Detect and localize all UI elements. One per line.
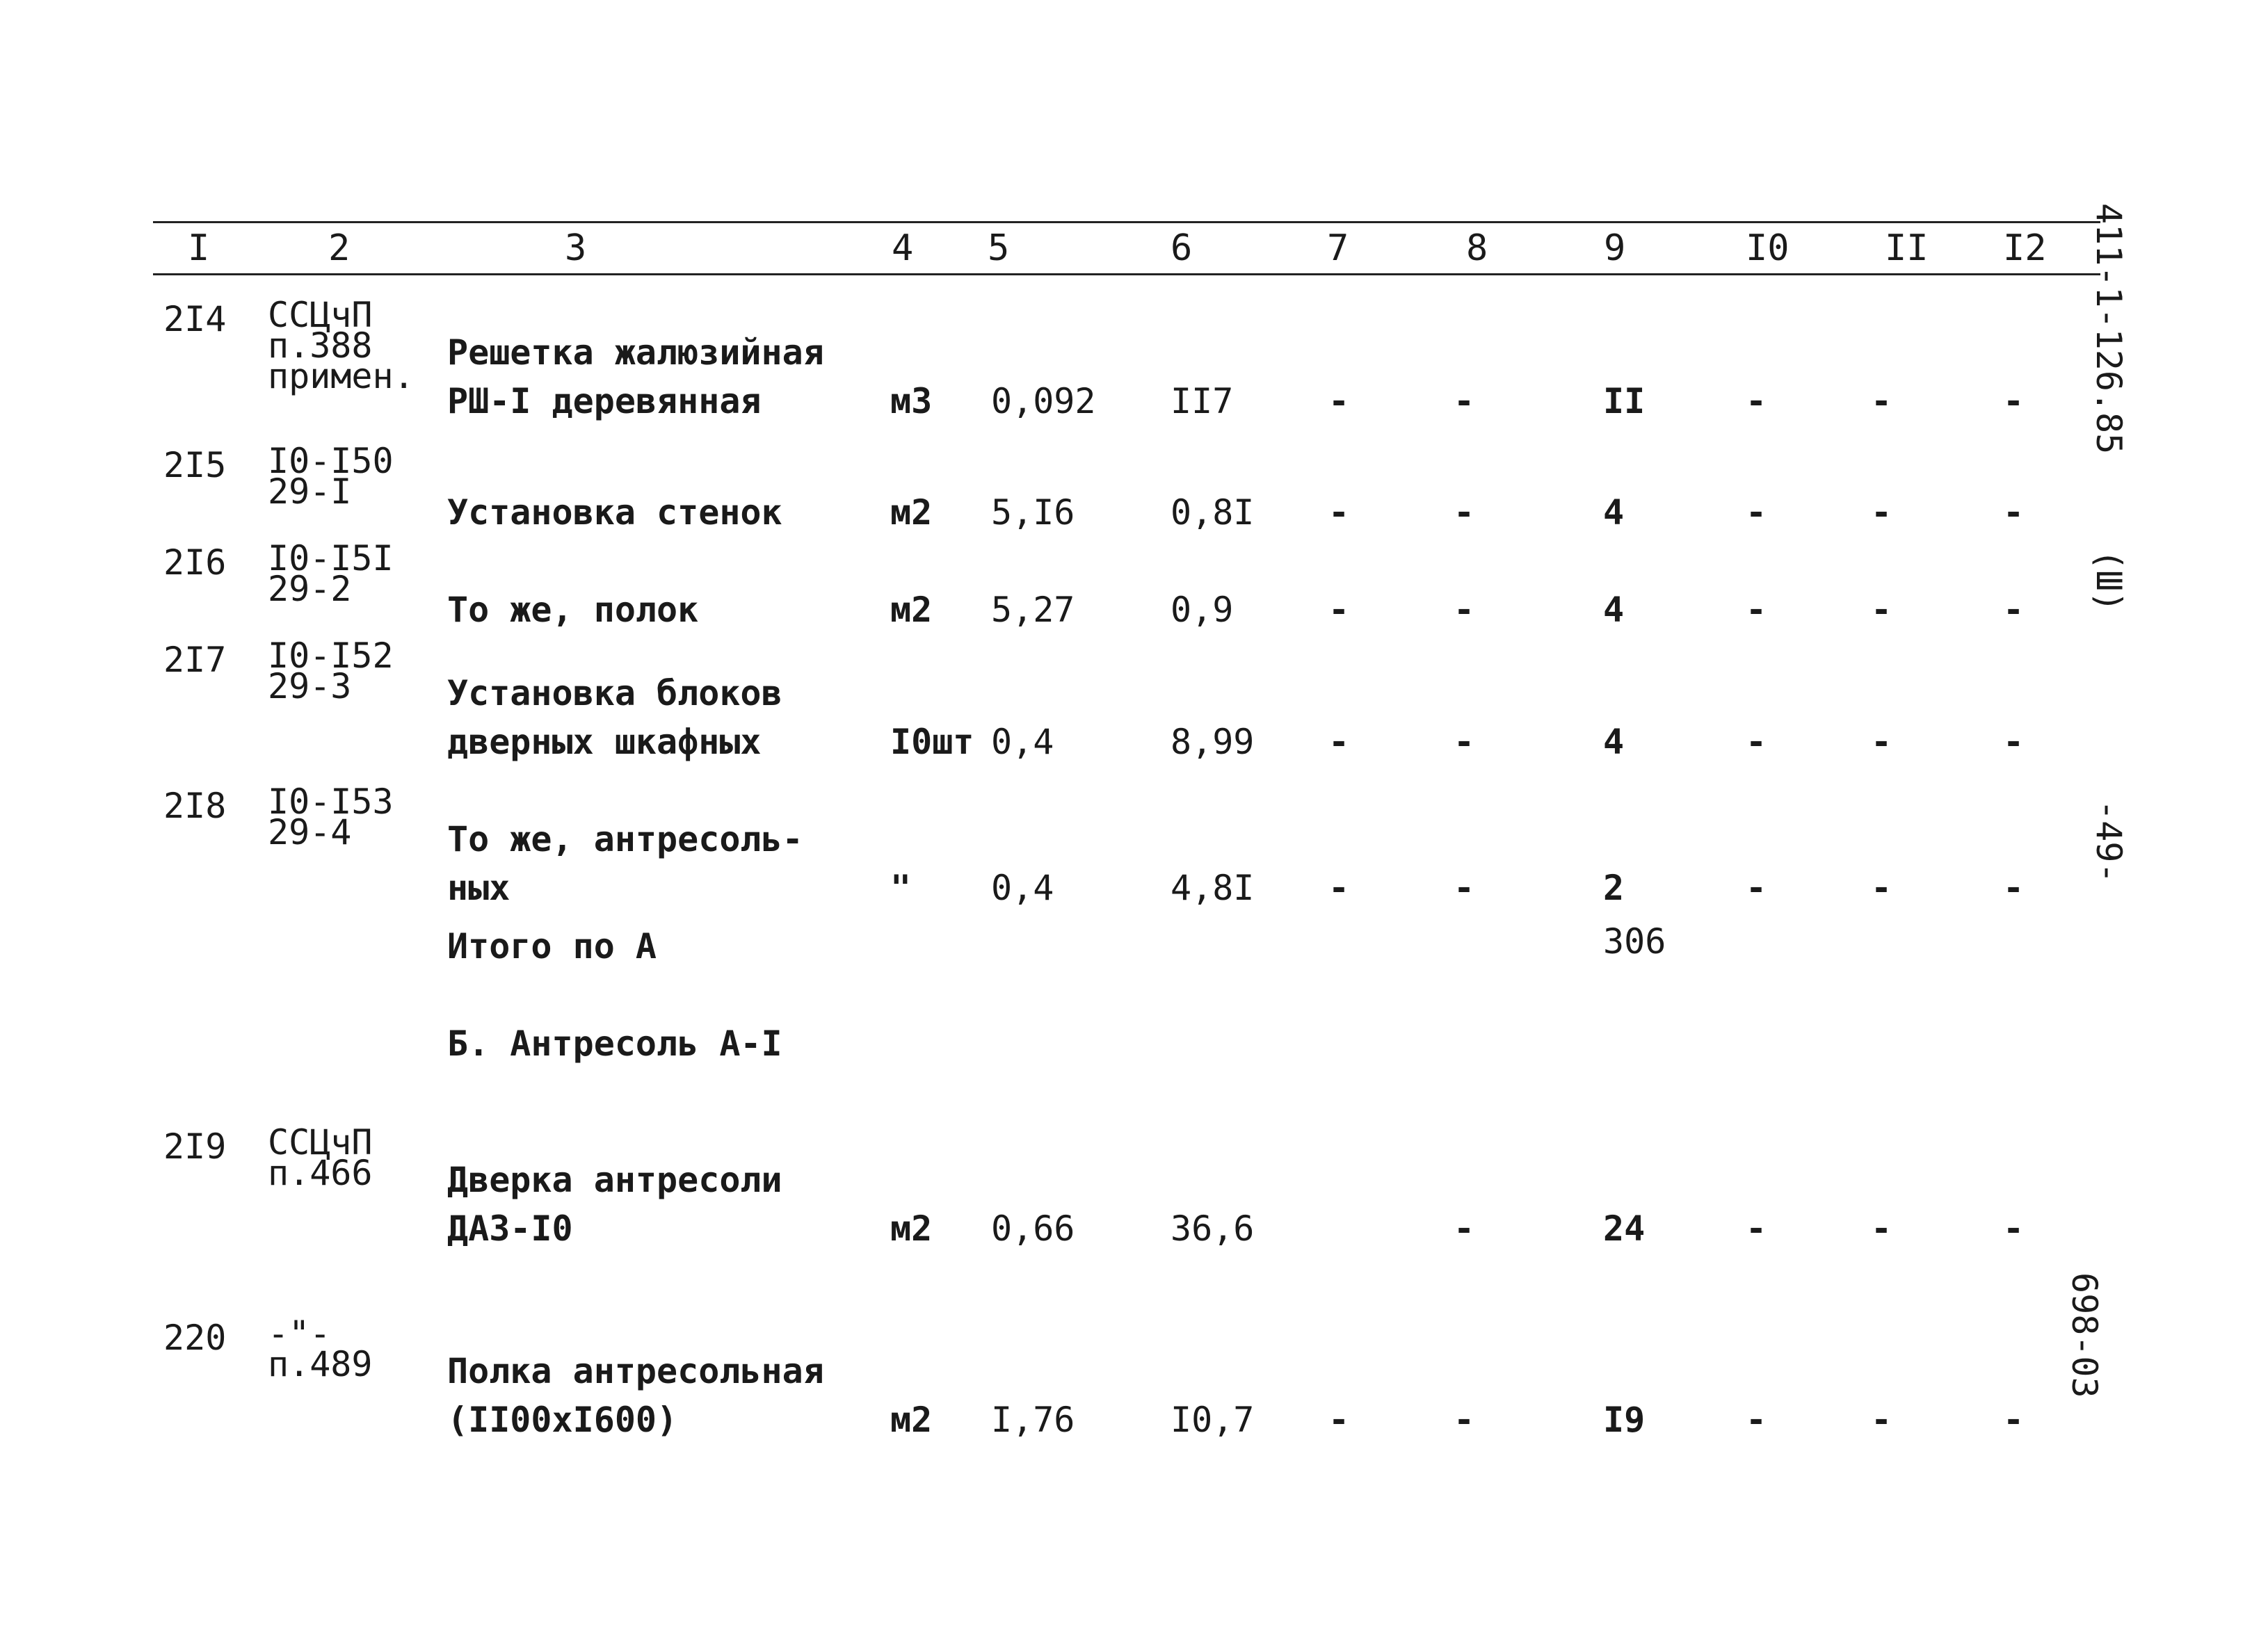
row-price: 8,99 [1171,722,1255,762]
row-c10: - [1746,722,1767,762]
row-unit: I0шт [890,722,974,762]
row-c10: - [1746,1208,1767,1249]
row-number: 220 [163,1318,227,1358]
column-header-11: II [1885,227,1929,269]
row-c10: - [1746,492,1767,533]
subtotal-label: Итого по А [447,926,657,966]
row-c11: - [1871,492,1892,533]
row-quantity: 0,092 [991,381,1096,421]
doc-code-label: 411-1-126.85 [2089,203,2129,455]
album-label: (Ш) [2089,549,2129,613]
row-c9: 24 [1603,1208,1646,1249]
row-c8: - [1454,1400,1475,1440]
row-code-line: ССЦчП [268,295,373,335]
row-c9: 2 [1603,868,1625,908]
row-name-line: Установка стенок [447,492,782,533]
row-code-line: I0-I53 [268,782,394,822]
row-price: 4,8I [1171,868,1255,908]
row-quantity: 5,27 [991,590,1075,630]
subtotal-value: 306 [1603,921,1666,962]
row-c8: - [1454,1208,1475,1249]
row-name-line: ДАЗ-I0 [447,1208,573,1249]
row-c12: - [2003,590,2025,630]
column-header-8: 8 [1466,227,1488,269]
row-code-line: -"- [268,1313,331,1354]
row-number: 2I5 [163,445,227,485]
row-number: 2I8 [163,786,227,826]
row-quantity: 0,66 [991,1208,1075,1249]
row-c12: - [2003,1400,2025,1440]
row-c7: - [1328,868,1350,908]
row-c9: 4 [1603,722,1625,762]
row-price: 36,6 [1171,1208,1255,1249]
row-code-line: п.388 [268,325,373,366]
row-c12: - [2003,868,2025,908]
row-c11: - [1871,722,1892,762]
column-header-3: 3 [565,227,587,269]
row-c12: - [2003,1208,2025,1249]
row-c12: - [2003,492,2025,533]
row-c11: - [1871,381,1892,421]
row-c7: - [1328,590,1350,630]
column-header-4: 4 [892,227,914,269]
row-code-line: I0-I5I [268,538,394,579]
row-c10: - [1746,381,1767,421]
row-unit: м3 [890,381,933,421]
row-name-line: То же, полок [447,590,699,630]
row-c9: I9 [1603,1400,1646,1440]
row-code-line: 29-4 [268,812,352,852]
row-unit: м2 [890,1400,933,1440]
row-quantity: I,76 [991,1400,1075,1440]
row-code-line: I0-I50 [268,441,394,481]
row-c8: - [1454,590,1475,630]
column-header-9: 9 [1604,227,1626,269]
row-number: 2I4 [163,299,227,339]
row-number: 2I9 [163,1126,227,1167]
row-number: 2I7 [163,640,227,680]
row-c12: - [2003,381,2025,421]
row-unit: " [890,868,912,908]
row-price: I0,7 [1171,1400,1255,1440]
row-unit: м2 [890,1208,933,1249]
column-header-10: I0 [1746,227,1790,269]
row-code-line: примен. [268,356,415,396]
row-number: 2I6 [163,542,227,583]
column-header-5: 5 [988,227,1010,269]
row-c11: - [1871,1400,1892,1440]
row-c8: - [1454,492,1475,533]
row-name-line: РШ-I деревянная [447,381,762,421]
table-top-rule [153,221,2100,223]
row-code-line: п.489 [268,1344,373,1384]
row-c7: - [1328,1400,1350,1440]
row-c8: - [1454,722,1475,762]
row-code-line: 29-3 [268,666,352,706]
row-c9: 4 [1603,590,1625,630]
row-c7: - [1328,722,1350,762]
column-header-6: 6 [1171,227,1193,269]
row-c8: - [1454,868,1475,908]
page-number: -49- [2089,800,2129,884]
row-c8: - [1454,381,1475,421]
row-name-line: ных [447,868,510,908]
row-name-line: дверных шкафных [447,722,762,762]
row-code-line: I0-I52 [268,636,394,676]
row-unit: м2 [890,590,933,630]
row-price: 0,8I [1171,492,1255,533]
row-c7: - [1328,381,1350,421]
column-header-2: 2 [328,227,351,269]
row-price: II7 [1171,381,1234,421]
row-code-line: 29-I [268,471,352,512]
row-quantity: 5,I6 [991,492,1075,533]
row-name-line: Установка блоков [447,673,782,713]
row-quantity: 0,4 [991,722,1054,762]
column-header-12: I2 [2003,227,2047,269]
row-name-line: Полка антресольная [447,1351,824,1391]
row-name-line: (II00xI600) [447,1400,678,1440]
row-c7: - [1328,492,1350,533]
row-price: 0,9 [1171,590,1234,630]
row-c11: - [1871,590,1892,630]
column-header-7: 7 [1327,227,1349,269]
row-name-line: Решетка жалюзийная [447,332,824,373]
row-quantity: 0,4 [991,868,1054,908]
row-c12: - [2003,722,2025,762]
row-code-line: ССЦчП [268,1122,373,1163]
row-c10: - [1746,1400,1767,1440]
row-unit: м2 [890,492,933,533]
row-c11: - [1871,868,1892,908]
row-code-line: п.466 [268,1153,373,1193]
row-c11: - [1871,1208,1892,1249]
archive-number: 698-03 [2064,1272,2105,1398]
section-title: Б. Антресоль А-I [447,1024,782,1064]
row-c10: - [1746,590,1767,630]
row-c9: II [1603,381,1646,421]
row-name-line: То же, антресоль- [447,819,803,859]
row-c9: 4 [1603,492,1625,533]
column-header-1: I [188,227,210,269]
row-name-line: Дверка антресоли [447,1160,782,1200]
table-header-rule [153,273,2100,275]
row-code-line: 29-2 [268,569,352,609]
row-c10: - [1746,868,1767,908]
